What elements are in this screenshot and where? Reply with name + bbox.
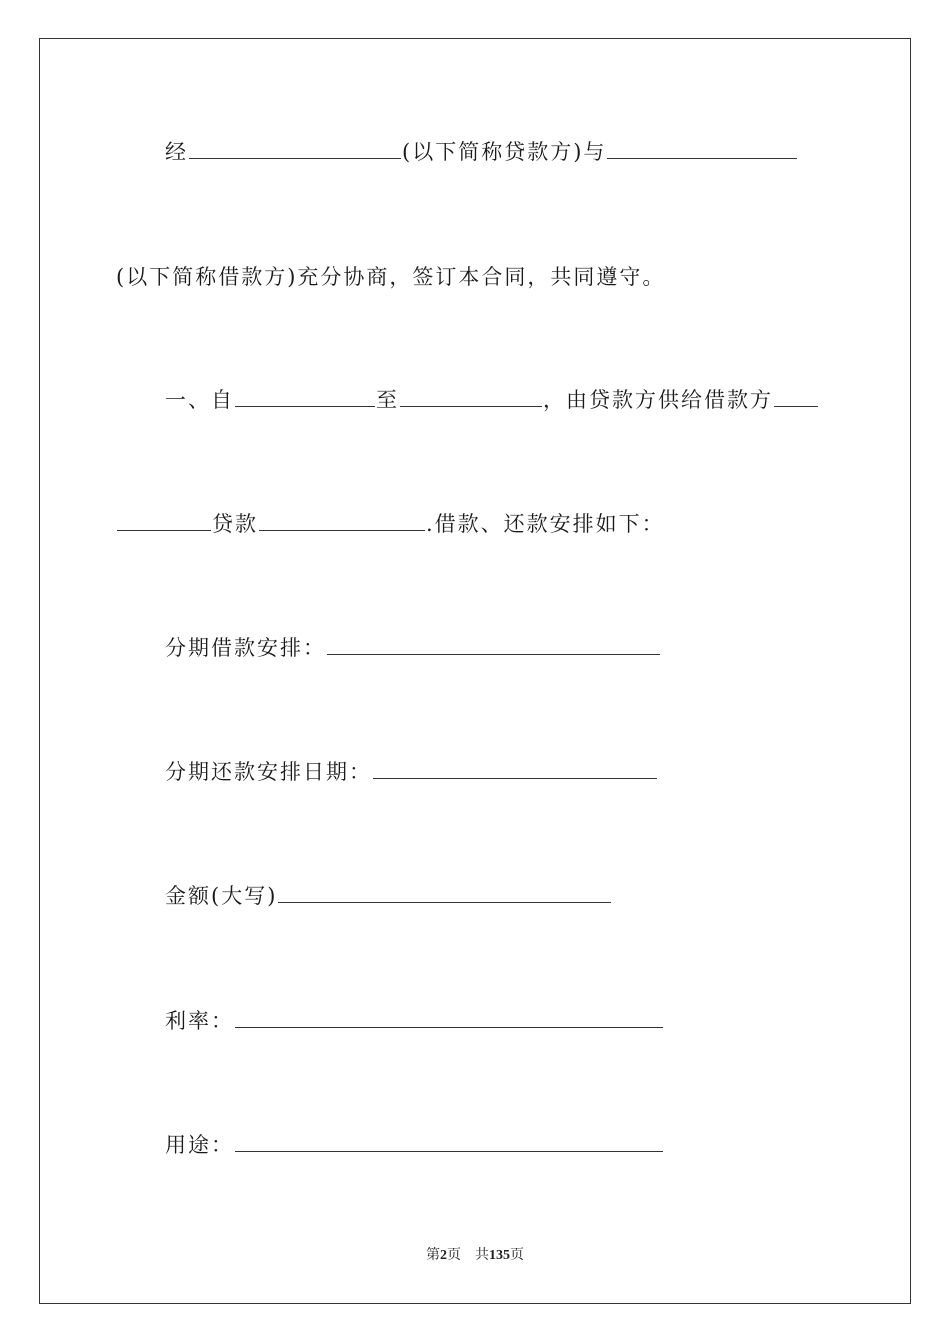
text-lender-provides: ，由贷款方供给借款方	[543, 388, 773, 412]
installment-borrowing-blank[interactable]	[327, 634, 660, 655]
text-to: 至	[376, 388, 399, 412]
contract-line-6	[165, 757, 658, 787]
interest-rate-blank[interactable]	[235, 1007, 663, 1028]
contract-line-7	[165, 881, 612, 911]
page-border	[39, 38, 911, 1304]
text-jing: 经	[165, 140, 188, 164]
loan-amount-blank[interactable]	[259, 510, 425, 531]
amount-uppercase-blank[interactable]	[278, 882, 611, 903]
borrower-name-blank[interactable]	[607, 138, 797, 159]
text-purpose: 用途：	[165, 1133, 234, 1157]
text-installment-borrowing: 分期借款安排：	[165, 636, 326, 660]
contract-line-2	[116, 262, 665, 292]
loan-type-blank-start[interactable]	[774, 386, 818, 407]
contract-line-4	[116, 509, 665, 539]
contract-line-9	[165, 1130, 664, 1160]
start-date-blank[interactable]	[235, 386, 375, 407]
lender-name-blank[interactable]	[189, 138, 401, 159]
text-lender-abbrev: (以下简称贷款方)与	[402, 140, 607, 164]
total-prefix: 共	[475, 1248, 489, 1263]
page-suffix: 页	[447, 1248, 461, 1263]
total-suffix: 页	[510, 1248, 524, 1263]
page-number: 2	[440, 1248, 447, 1263]
end-date-blank[interactable]	[400, 386, 542, 407]
text-interest-rate: 利率：	[165, 1009, 234, 1033]
text-amount-uppercase: 金额(大写)	[165, 884, 278, 908]
page-footer	[0, 1247, 950, 1265]
text-loan: 贷款	[212, 512, 258, 536]
text-borrower-abbrev: (以下简称借款方)充分协商，签订本合同，共同遵守。	[116, 265, 666, 289]
contract-line-8	[165, 1006, 664, 1036]
text-from: 一、自	[165, 388, 234, 412]
page-prefix: 第	[426, 1248, 440, 1263]
contract-line-3	[165, 385, 819, 415]
purpose-blank[interactable]	[235, 1131, 663, 1152]
text-installment-repayment-date: 分期还款安排日期：	[165, 760, 372, 784]
total-pages: 135	[489, 1248, 510, 1263]
text-arrangement: .借款、还款安排如下：	[426, 512, 665, 536]
contract-line-5	[165, 633, 661, 663]
contract-line-1	[165, 137, 798, 167]
installment-repayment-date-blank[interactable]	[373, 758, 657, 779]
loan-type-blank-end[interactable]	[117, 510, 211, 531]
